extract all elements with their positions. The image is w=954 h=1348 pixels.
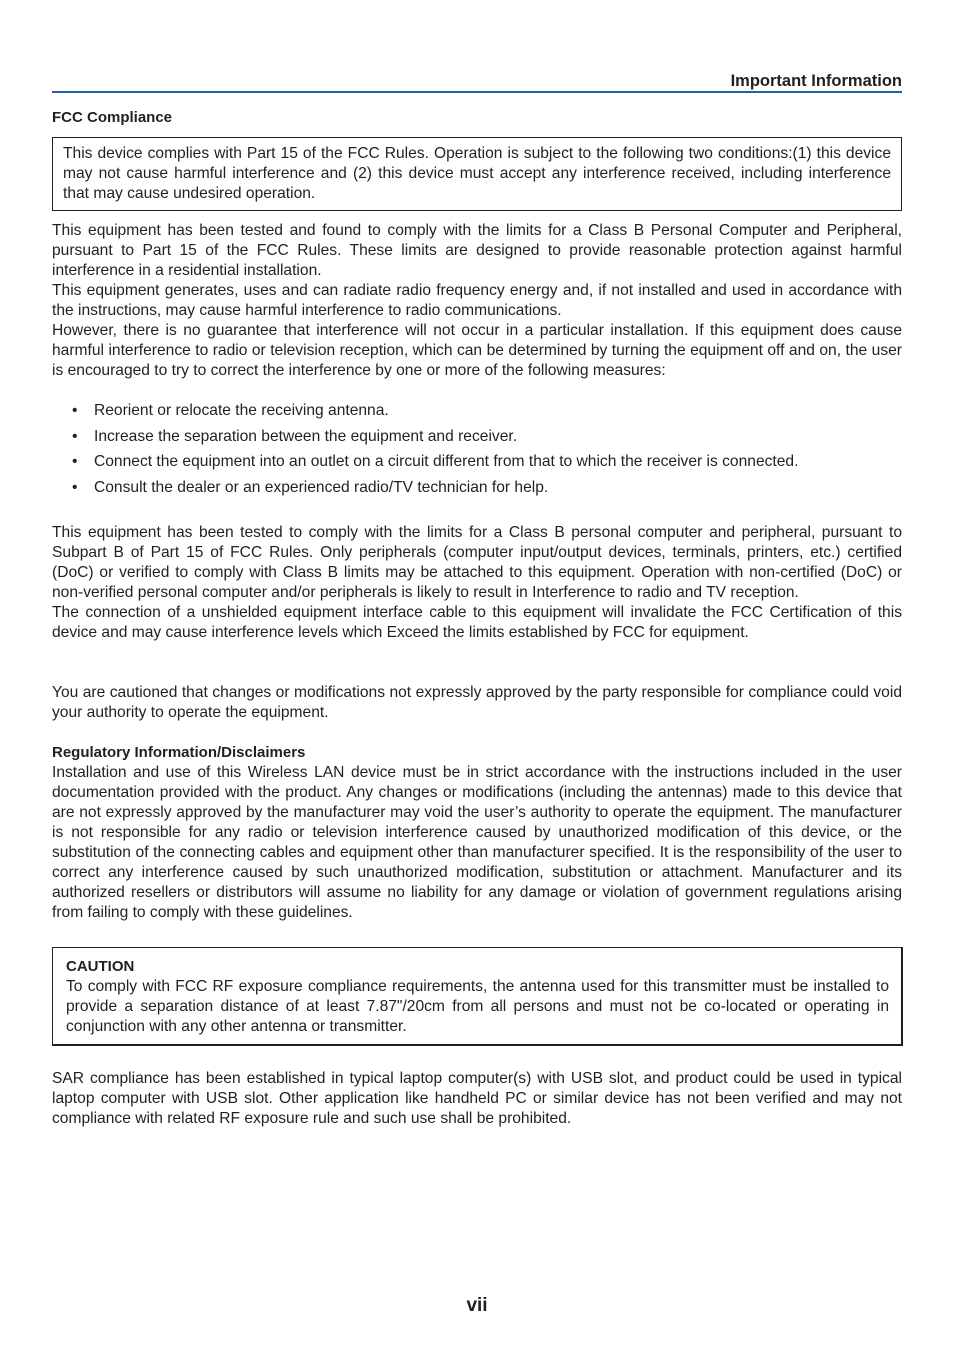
list-item: • Increase the separation between the equipment and receiver. <box>72 427 518 445</box>
bullet-icon: • <box>72 453 78 471</box>
fcc-paragraph-2: This equipment generates, uses and can radiate radio frequency energy and, if not installed and used in accordance with the instructions, may cause harmful interference to radio communications. <box>52 282 902 319</box>
regulatory-heading: Regulatory Information/Disclaimers <box>52 744 306 761</box>
bullet-icon: • <box>72 402 78 419</box>
fcc-paragraph-3: However, there is no guarantee that interference will not occur in a particular installation. If this equipment does cause harmful interference to radio or television reception, which can be determined by turning the equipment off and on, the user is encouraged to try to correct the interference by one or more of the following measures: <box>52 322 902 379</box>
fcc-measures-list-block <box>52 401 902 504</box>
fcc-notice-text: This device complies with Part 15 of the FCC Rules. Operation is subject to the following two conditions:(1) this device may not cause harmful interference and (2) this device must accept any interference received, including interference that may cause undesired operation. <box>63 145 891 202</box>
fcc-paragraph-6: You are cautioned that changes or modifications not expressly approved by the party responsible for compliance could void your authority to operate the equipment. <box>52 684 902 721</box>
list-item: • Reorient or relocate the receiving antenna. <box>72 402 389 419</box>
fcc-caution-paragraph-block <box>52 683 902 723</box>
page-header <box>52 71 902 93</box>
bullet-icon: • <box>72 427 78 445</box>
caution-box <box>52 947 903 1046</box>
fcc-paragraph-1: This equipment has been tested and found to comply with the limits for a Class B Personal Computer and Peripheral, pursuant to Part 15 of the FCC Rules. These limits are designed to provide reasonable protection against harmful interference in a residential installation. <box>52 222 902 279</box>
fcc-paragraph-5: The connection of a unshielded equipment interface cable to this equipment will invalidate the FCC Certification of this device and may cause interference levels which Exceed the limits established by FCC for equipment. <box>52 604 902 641</box>
list-item: • Connect the equipment into an outlet on a circuit different from that to which the receiver is connected. <box>72 453 799 471</box>
fcc-class-b-block <box>52 523 902 643</box>
fcc-paragraph-4: This equipment has been tested to comply with the limits for a Class B personal computer and peripheral, pursuant to Subpart B of Part 15 of FCC Rules. Only peripherals (computer input/output devices, terminals, printers, etc.) certified (DoC) or verified to comply with Class B limits may be attached to this equipment. Operation with non-certified (DoC) or non-verified personal computer and/or peripherals is likely to result in Interference to radio and TV reception. <box>52 524 902 601</box>
bullet-icon: • <box>72 479 78 497</box>
regulatory-section <box>52 743 902 923</box>
fcc-heading-block <box>52 108 902 128</box>
fcc-heading: FCC Compliance <box>52 109 173 126</box>
list-item: • Consult the dealer or an experienced radio/TV technician for help. <box>72 479 549 497</box>
fcc-measures-list <box>52 401 902 504</box>
sar-text: SAR compliance has been established in typical laptop computer(s) with USB slot, and product could be used in typical laptop computer with USB slot. Other application like handheld PC or similar device has not been verified and may not compliance with related RF exposure rule and such use shall be prohibited. <box>52 1070 902 1127</box>
caution-text: To comply with FCC RF exposure compliance requirements, the antenna used for this transmitter must be installed to provide a separation distance of at least 7.87"/20cm from all persons and must not be co-located or operating in conjunction with any other antenna or transmitter. <box>66 978 889 1035</box>
fcc-body <box>52 221 902 381</box>
page-number: vii <box>466 1295 488 1316</box>
fcc-notice-box <box>52 137 902 211</box>
sar-section <box>52 1069 902 1129</box>
caution-heading: CAUTION <box>66 958 135 975</box>
header-title: Important Information <box>730 72 902 90</box>
regulatory-text: Installation and use of this Wireless LAN device must be in strict accordance with the instructions included in the user documentation provided with the product. Any changes or modifications (including the antennas) made to this device that are not expressly approved by the manufacturer may void the user’s authority to operate the equipment. The manufacturer is not responsible for any radio or television interference caused by unauthorized modification of this device, or the substitution of the connecting cables and equipment other than manufacturer specified. It is the responsibility of the user to correct any interference caused by such unauthorized modification, substitution or attachment. Manufacturer and its authorized resellers or distributors will assume no liability for any damage or violation of government regulations arising from failing to comply with these guidelines. <box>52 764 902 921</box>
